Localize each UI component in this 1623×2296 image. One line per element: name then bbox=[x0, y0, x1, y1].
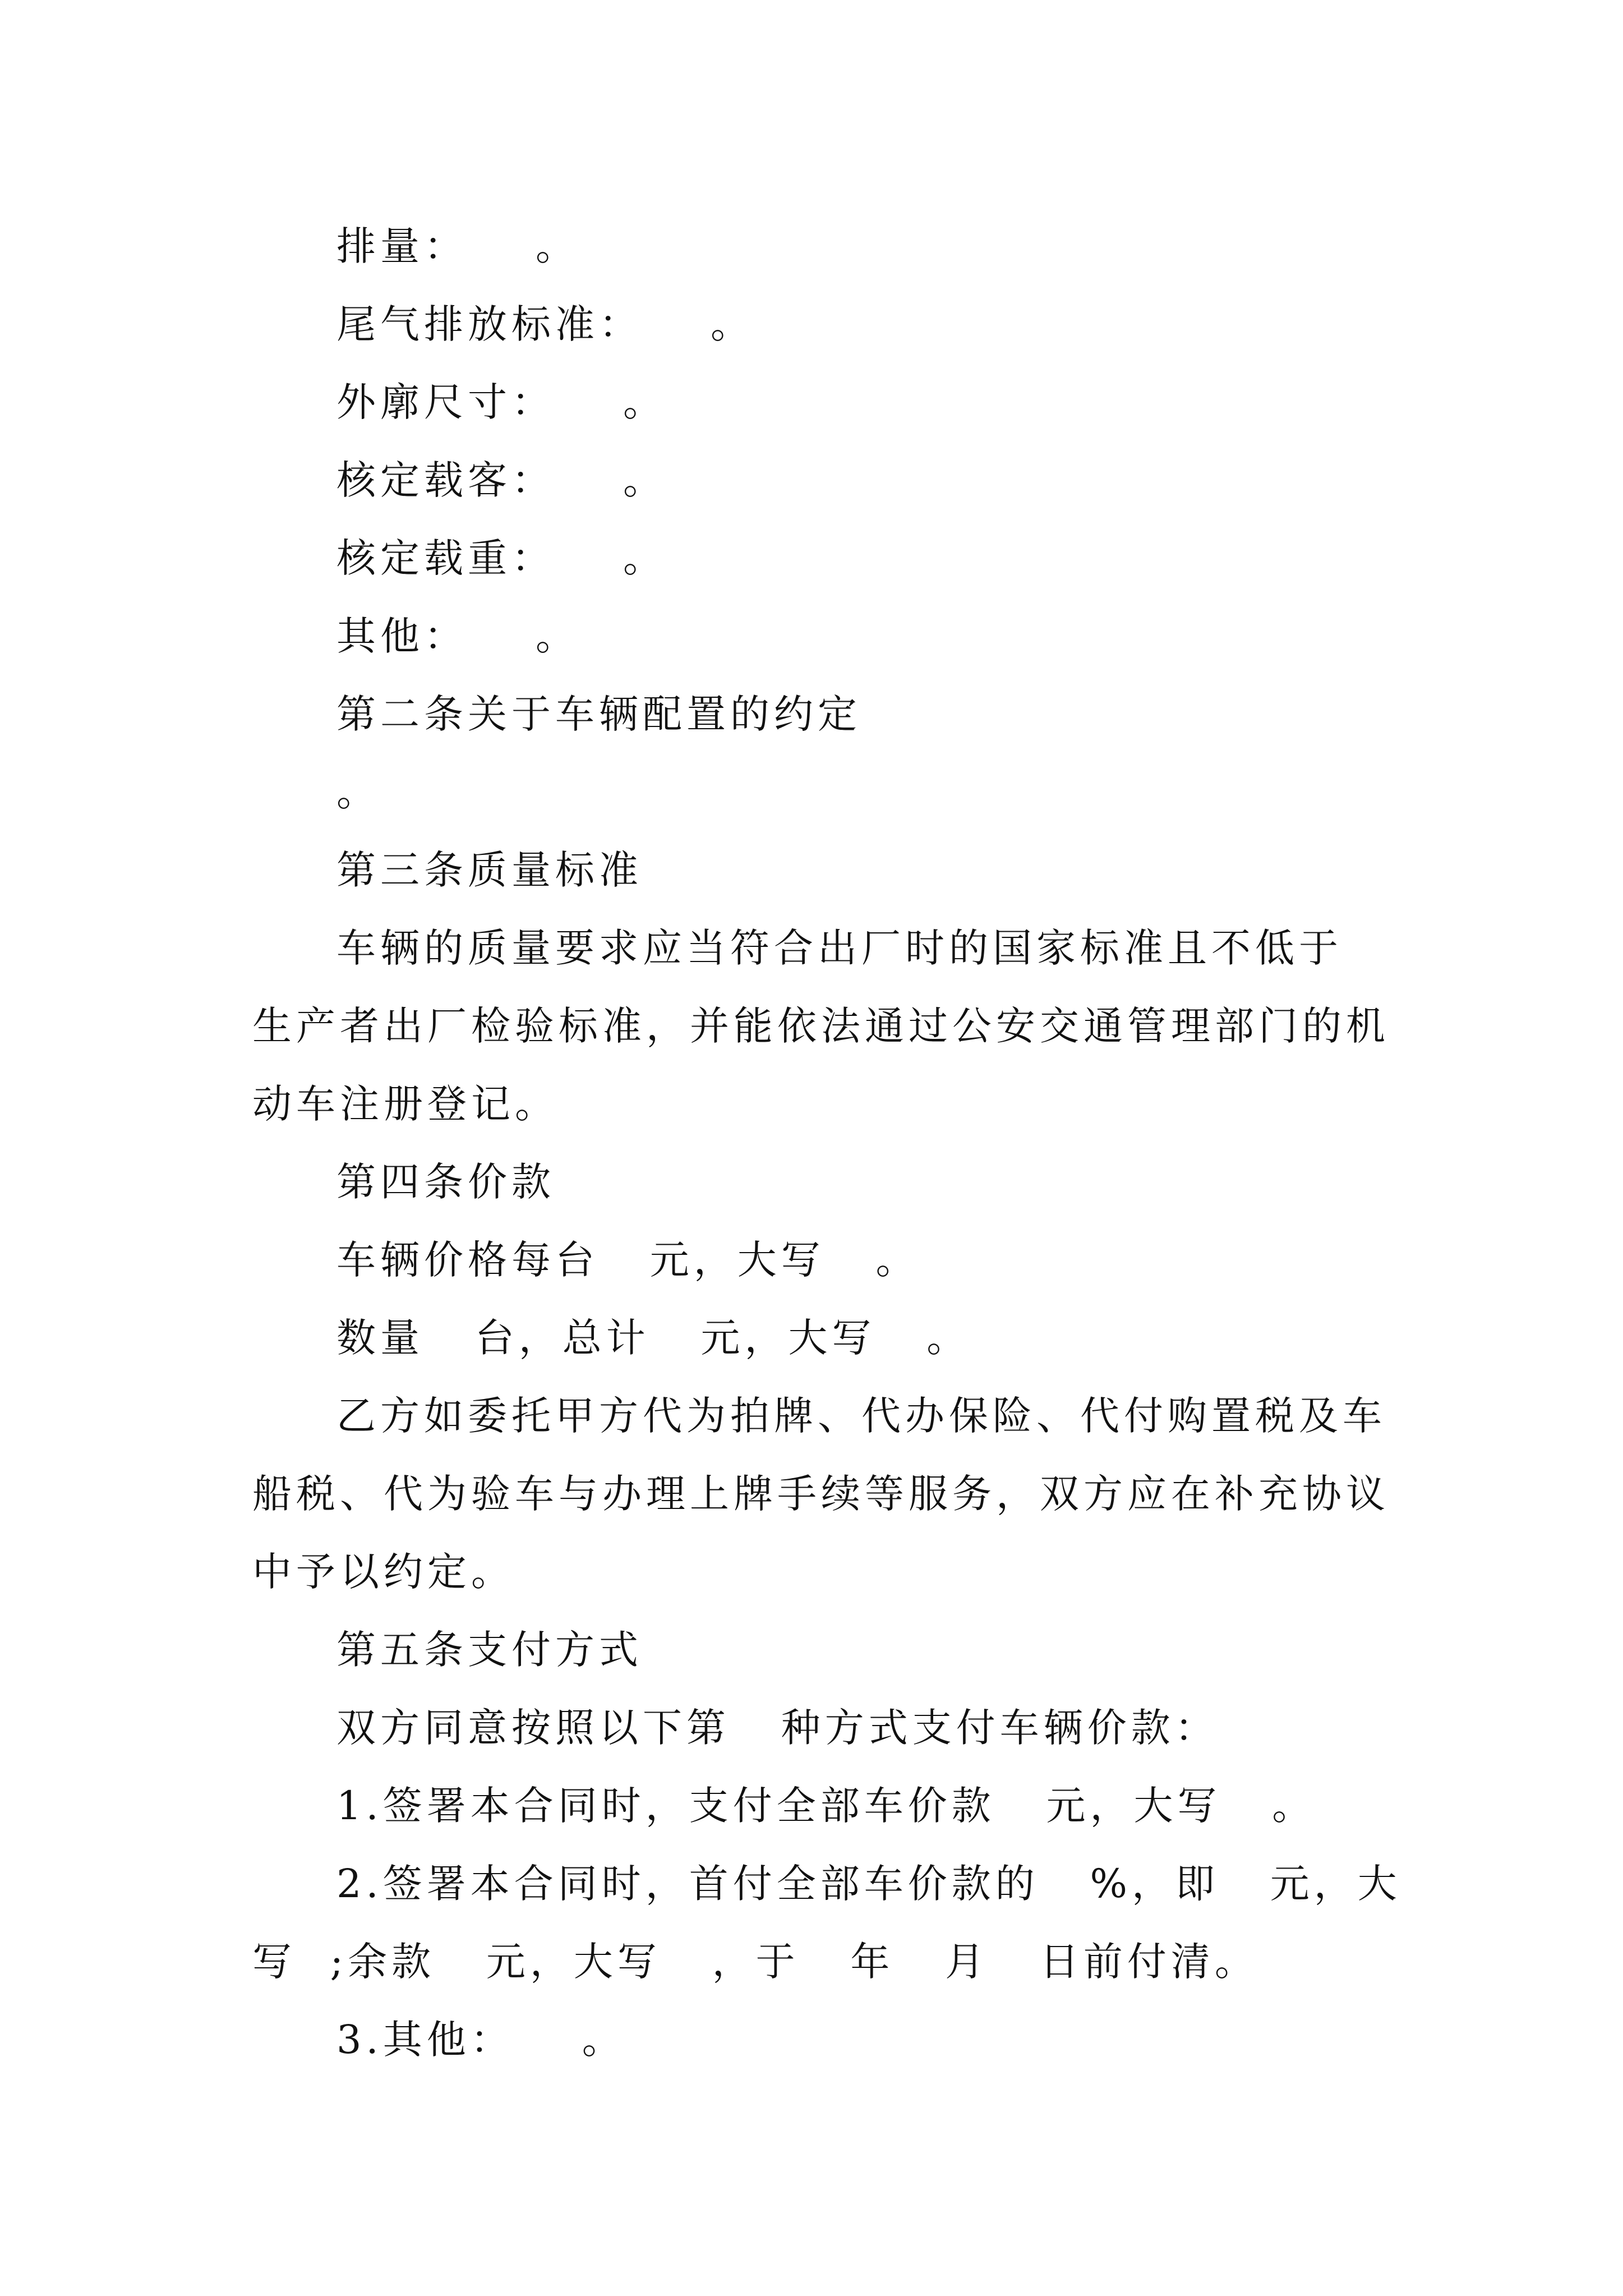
document-body bbox=[252, 208, 1401, 2079]
article-2-heading: 第二条关于车辆配置的约定 bbox=[336, 691, 861, 737]
article-2-body: 。 bbox=[336, 769, 380, 815]
article-3-body-line-1: 车辆的质量要求应当符合出厂时的国家标准且不低于 bbox=[336, 925, 1343, 971]
field-rated-load: 核定载重： 。 bbox=[336, 535, 667, 581]
article-4-heading: 第四条价款 bbox=[336, 1159, 555, 1205]
field-other: 其他： 。 bbox=[336, 613, 580, 659]
article-3-body-line-3: 动车注册登记。 bbox=[252, 1081, 559, 1127]
field-rated-passengers: 核定载客： 。 bbox=[336, 457, 667, 503]
article-4-unit-price: 车辆价格每台 元，大写 。 bbox=[336, 1237, 920, 1283]
article-5-heading: 第五条支付方式 bbox=[336, 1627, 643, 1673]
article-5-intro: 双方同意按照以下第 种方式支付车辆价款： bbox=[336, 1705, 1219, 1751]
payment-option-2-line-2: 写 ;余款 元，大写 ，于 年 月 日前付清。 bbox=[252, 1939, 1258, 1985]
article-3-body-line-2: 生产者出厂检验标准，并能依法通过公安交通管理部门的机 bbox=[252, 1003, 1390, 1049]
payment-option-1: 1.签署本合同时，支付全部车价款 元，大写 。 bbox=[336, 1783, 1316, 1829]
article-4-quantity-total: 数量 台，总计 元，大写 。 bbox=[336, 1315, 971, 1361]
payment-option-2-line-1: 2.签署本合同时，首付全部车价款的 %，即 元，大 bbox=[336, 1861, 1401, 1907]
article-3-heading: 第三条质量标准 bbox=[336, 847, 643, 893]
article-4-services-line-3: 中予以约定。 bbox=[252, 1549, 515, 1595]
field-displacement: 排量： 。 bbox=[336, 223, 580, 269]
article-4-services-line-2: 船税、代为验车与办理上牌手续等服务，双方应在补充协议 bbox=[252, 1471, 1390, 1517]
field-emission-standard: 尾气排放标准： 。 bbox=[336, 301, 755, 347]
field-dimensions: 外廓尺寸： 。 bbox=[336, 379, 667, 425]
payment-option-3: 3.其他： 。 bbox=[336, 2017, 626, 2063]
article-4-services-line-1: 乙方如委托甲方代为拍牌、代办保险、代付购置税及车 bbox=[336, 1393, 1386, 1439]
